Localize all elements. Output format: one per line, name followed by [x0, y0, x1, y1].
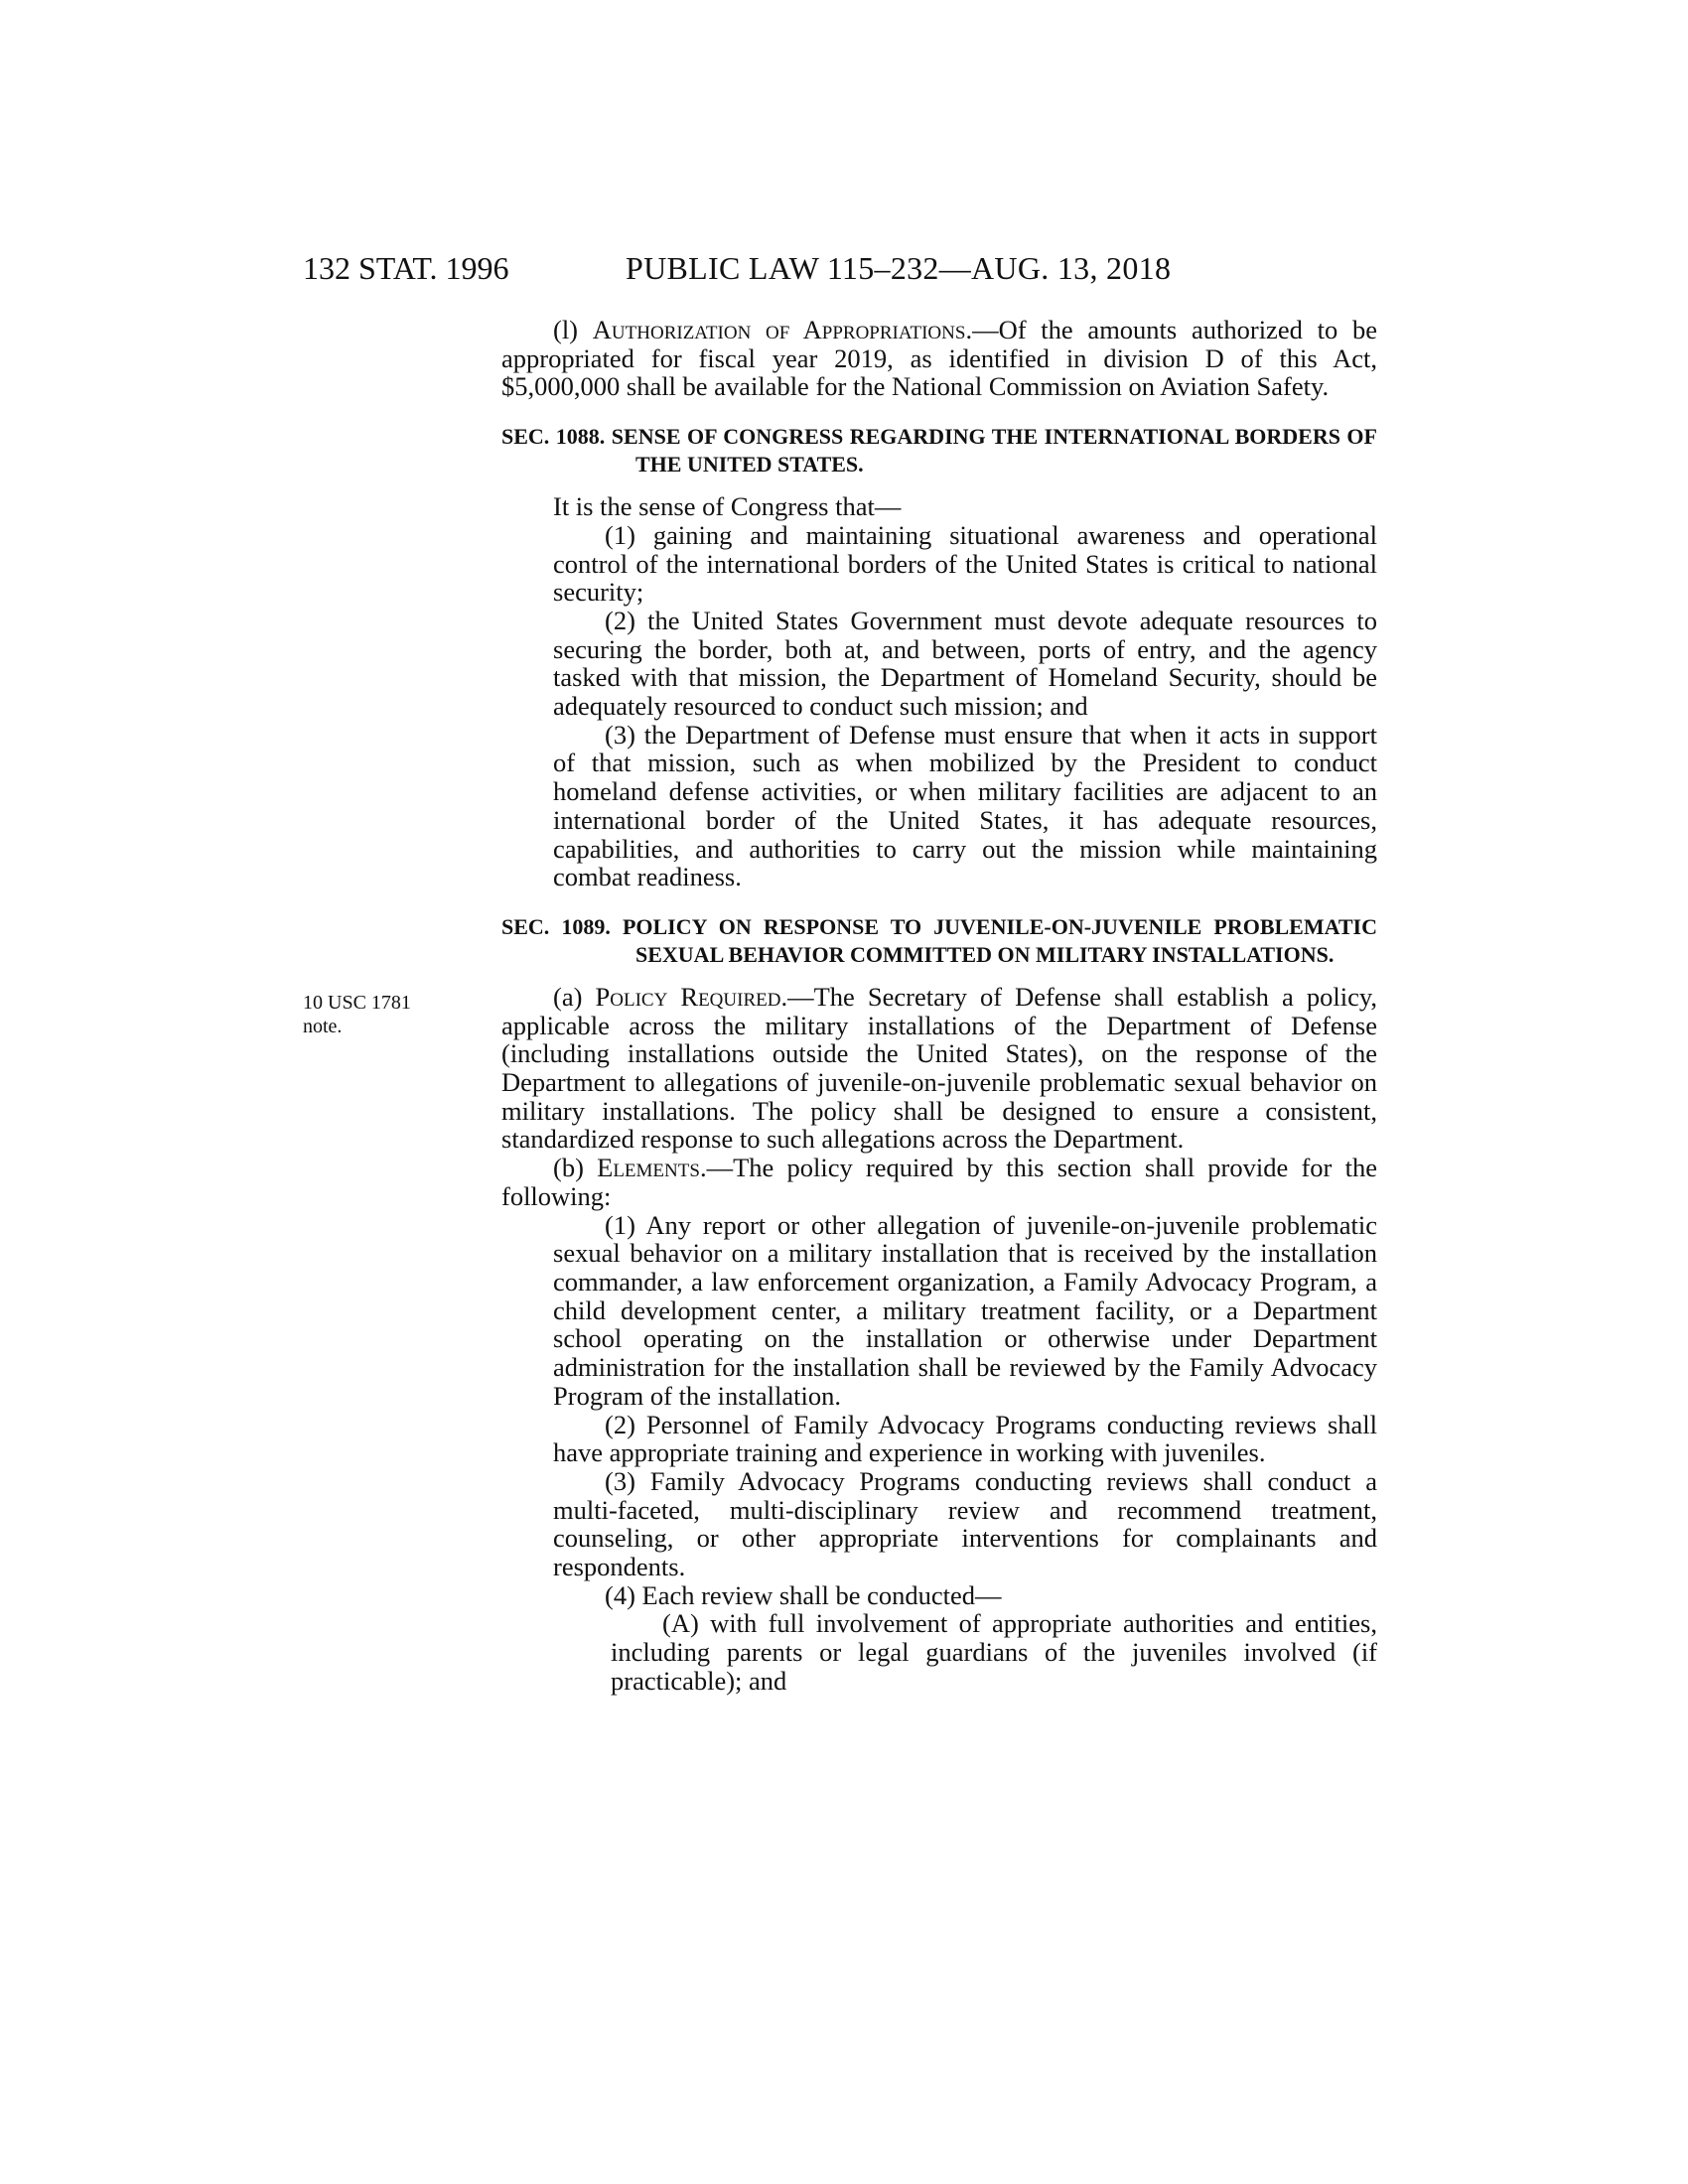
section-1088-intro: It is the sense of Congress that—	[553, 491, 902, 522]
section-1088-heading: SEC. 1088. SENSE OF CONGRESS REGARDING THE INTERNATIONAL BORDERS OF THE UNITED STATES.	[501, 424, 1377, 478]
paragraph-l-label: (l)	[553, 315, 579, 344]
subsection-b	[501, 1154, 1377, 1210]
section-1089-heading: SEC. 1089. POLICY ON RESPONSE TO JUVENILE-ON-JUVENILE PROBLEMATIC SEXUAL BEHAVIOR COMMITTED ON MILITARY INSTALLATIONS.	[501, 913, 1377, 967]
section-1088-item-1: (1) gaining and maintaining situational awareness and operational control of the international borders of the United States is critical to national security;	[553, 519, 1377, 608]
law-title: PUBLIC LAW 115–232—AUG. 13, 2018	[626, 250, 1172, 286]
margin-note	[303, 991, 452, 1038]
subsection-b-item-1: (1) Any report or other allegation of juvenile-on-juvenile problematic sexual behavior on a military installation that is received by the installation commander, a law enforcement organization, a Family Advocacy Program, a child development center, a military treatment facility, or a Department school operating on the installation or otherwise under Department administration for the installation shall be reviewed by the Family Advocacy Program of the installation.	[553, 1209, 1377, 1411]
subsection-b-text: .—The policy required by this section shall provide for the following:	[501, 1153, 1377, 1211]
margin-note-citation: 10 USC 1781	[303, 992, 411, 1014]
subsection-b-item-4-A: (A) with full involvement of appropriate authorities and entities, including parents or legal guardians of the juveniles involved (if practicable); and	[611, 1608, 1377, 1696]
paragraph-l	[501, 316, 1377, 401]
subsection-a-text: .—The Secretary of Defense shall establish a policy, applicable across the military installations of the Department of Defense (including installations outside the United States), on the response of the Department to allegations of juvenile-on-juvenile problematic sexual behavior on military installations. The policy shall be designed to ensure a consistent, standardized response to such allegations across the Department.	[501, 981, 1378, 1155]
section-1088-item-2: (2) the United States Government must devote adequate resources to securing the border, both at, and between, ports of entry, and the agency tasked with that mission, the Department of Homeland Security, should be adequately resourced to conduct such mission; and	[553, 605, 1377, 722]
subsection-b-item-3: (3) Family Advocacy Programs conducting reviews shall conduct a multi-faceted, multi-disciplinary review and recommend treatment, counseling, or other appropriate interventions for complainants and respondents.	[553, 1465, 1377, 1582]
page-header	[303, 248, 1375, 288]
paragraph-l-text: .—Of the amounts authorized to be appropriated for fiscal year 2019, as identified in division D of this Act, $5,000,000 shall be available for the National Commission on Aviation Safety.	[501, 315, 1377, 402]
margin-note-suffix: note.	[303, 1016, 343, 1037]
section-1088-item-3: (3) the Department of Defense must ensure that when it acts in support of that mission, such as when mobilized by the President to conduct homeland defense activities, or when military facilities are adjacent to an international border of the United States, it has adequate resources, capabilities, and authorities to carry out the mission while maintaining combat readiness.	[553, 719, 1377, 892]
subsection-a	[501, 983, 1377, 1154]
subsection-b-label: (b)	[553, 1153, 584, 1183]
subsection-b-caption: Elements	[597, 1153, 700, 1183]
subsection-b-item-4: (4) Each review shall be conducted—	[605, 1579, 1002, 1610]
subsection-a-label: (a)	[553, 981, 583, 1012]
document-body	[501, 316, 1377, 1696]
subsection-a-caption: Policy Required	[595, 981, 781, 1012]
subsection-b-item-2: (2) Personnel of Family Advocacy Programs conducting reviews shall have appropriate training and experience in working with juveniles.	[553, 1409, 1377, 1468]
paragraph-l-caption: Authorization of Appropriations	[592, 315, 966, 344]
stat-reference: 132 STAT. 1996	[303, 250, 509, 286]
